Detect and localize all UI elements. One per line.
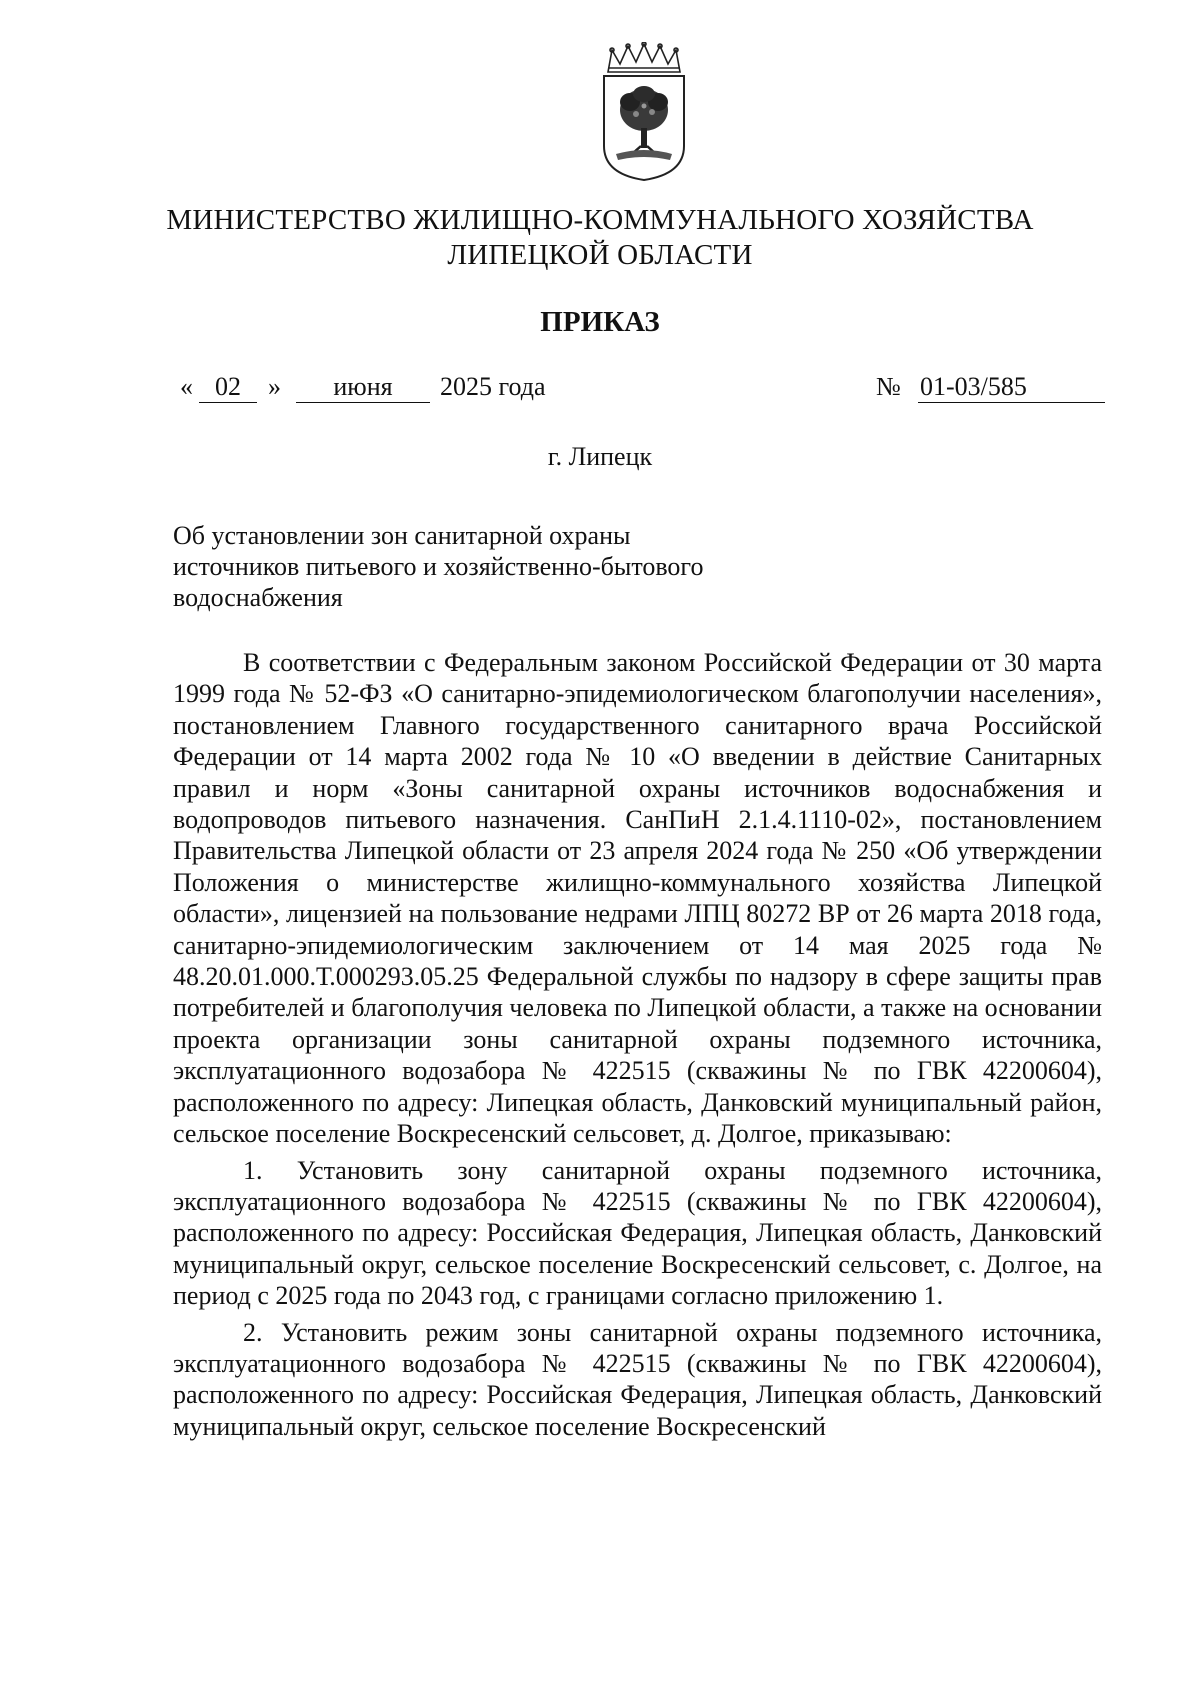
date-open-quote: « <box>180 372 193 401</box>
coat-of-arms-emblem <box>598 42 690 182</box>
document-number: 01-03/585 <box>918 370 1105 403</box>
place-of-issue: г. Липецк <box>547 442 653 471</box>
number-sign: № <box>876 372 901 401</box>
date-month: июня <box>296 370 430 403</box>
ministry-name-line2: ЛИПЕЦКОЙ ОБЛАСТИ <box>447 239 753 271</box>
subject-line: водоснабжения <box>173 583 343 612</box>
crown-icon <box>608 42 680 72</box>
date-day: 02 <box>199 370 257 403</box>
ground-icon <box>616 150 672 160</box>
date-close-quote: » <box>268 372 281 401</box>
order-item-1: 1. Установить зону санитарной охраны подземного источника, эксплуатационного водозабора № 422515 (скважины № по ГВК 42200604), расположенного по адресу: Российская Федерация, Липецкая область, Данковский муниципальный округ, сельское поселение Воскресенский сельсовет, с. Долгое, на период с 2025 года по 2043 год, с границами согласно приложению 1. <box>173 1155 1102 1311</box>
document-subject <box>173 520 773 613</box>
ministry-name-line1: МИНИСТЕРСТВО ЖИЛИЩНО-КОММУНАЛЬНОГО ХОЗЯЙСТВА <box>166 204 1034 236</box>
document-type-title: ПРИКАЗ <box>540 306 660 338</box>
document-body <box>173 647 1102 1442</box>
oak-tree-icon <box>620 86 668 154</box>
subject-line: источников питьевого и хозяйственно-бытового <box>173 552 704 581</box>
preamble-paragraph: В соответствии с Федеральным законом Российской Федерации от 30 марта 1999 года № 52-ФЗ «О санитарно-эпидемиологическом благополучии населения», постановлением Главного государственного санитарного врача Российской Федерации от 14 марта 2002 года № 10 «О введении в действие Санитарных правил и норм «Зоны санитарной охраны источников водоснабжения и водопроводов питьевого назначения. СанПиН 2.1.4.1110-02», постановлением Правительства Липецкой области от 23 апреля 2024 года № 250 «Об утверждении Положения о министерстве жилищно-коммунального хозяйства Липецкой области», лицензией на пользование недрами ЛПЦ 80272 ВР от 26 марта 2018 года, санитарно-эпидемиологическим заключением от 14 мая 2025 года № 48.20.01.000.Т.000293.05.25 Федеральной службы по надзору в сфере защиты прав потребителей и благополучия человека по Липецкой области, а также на основании проекта организации зоны санитарной охраны подземного источника, эксплуатационного водозабора № 422515 (скважины № по ГВК 42200604), расположенного по адресу: Липецкая область, Данковский муниципальный район, сельское поселение Воскресенский сельсовет, д. Долгое, приказываю: <box>173 648 1102 1149</box>
subject-line: Об установлении зон санитарной охраны <box>173 521 631 550</box>
date-year: 2025 года <box>440 372 546 401</box>
order-item-2: 2. Установить режим зоны санитарной охраны подземного источника, эксплуатационного водозабора № 422515 (скважины № по ГВК 42200604), расположенного по адресу: Российская Федерация, Липецкая область, Данковский муниципальный округ, сельское поселение Воскресенский <box>173 1317 1102 1441</box>
